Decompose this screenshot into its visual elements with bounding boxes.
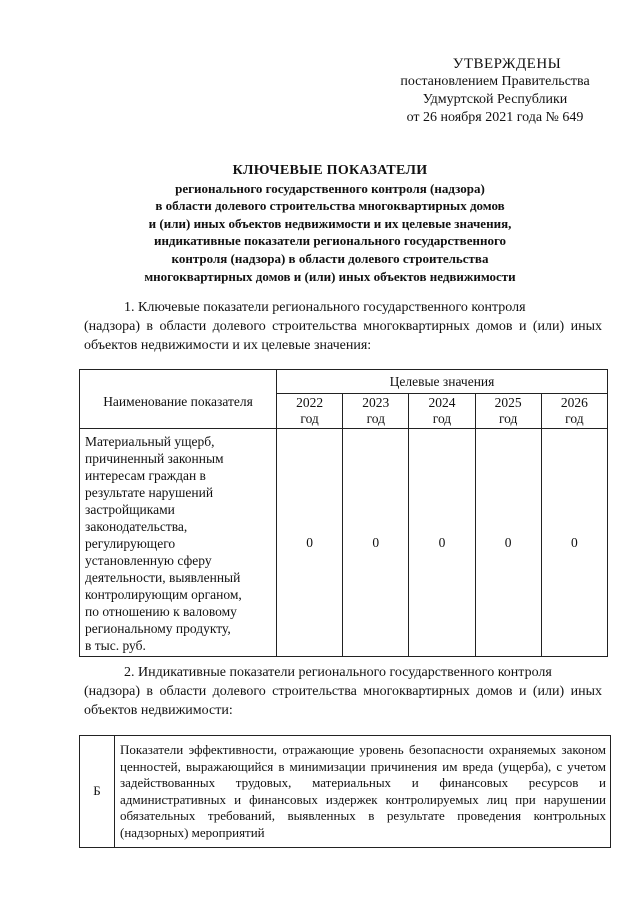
approval-block [380, 55, 610, 127]
target-value-cell: 0 [277, 429, 343, 657]
row-label: Б [80, 736, 115, 848]
year-header [475, 394, 541, 429]
title-line: индикативные показатели регионального государственного [153, 233, 507, 249]
indicator-name-header: Наименование показателя [80, 370, 277, 429]
table-row [80, 429, 608, 657]
title-main: КЛЮЧЕВЫЕ ПОКАЗАТЕЛИ [232, 163, 428, 178]
section-1-first-line: 1. Ключевые показатели регионального государственного контроля [124, 300, 526, 315]
section-2-rest: (надзора) в области долевого строительства многоквартирных домов и (или) иных объектов недвижимости: [84, 684, 602, 718]
year-unit: год [300, 411, 319, 426]
section-2-first-line: 2. Индикативные показатели регионального государственного контроля [124, 665, 552, 680]
indicator-line: деятельности, выявленный [85, 570, 241, 585]
target-value-cell: 0 [541, 429, 607, 657]
indicator-line: застройщиками [85, 502, 175, 517]
indicator-line: законодательства, [85, 519, 188, 534]
approval-line: Удмуртской Республики [422, 92, 568, 107]
indicator-description: Показатели эффективности, отражающие уровень безопасности охраняемых законом ценностей, выражающийся в минимизации причинения им вреда (ущерба), с учетом задействованных трудовых, материальных и финансовых ресурсов и административных и финансовых издержек контролируемых лиц при нарушении обязательных требований, выявленных в результате проведения контрольных (надзорных) мероприятий [115, 736, 611, 848]
document-title [60, 162, 600, 285]
title-line: многоквартирных домов и (или) иных объектов недвижимости [144, 268, 516, 284]
approval-heading: УТВЕРЖДЕНЫ [452, 56, 562, 72]
indicator-line: причиненный законным [85, 451, 224, 466]
year-unit: год [366, 411, 385, 426]
approval-line: постановлением Правительства [400, 74, 590, 89]
target-value-cell: 0 [343, 429, 409, 657]
indicator-line: результате нарушений [85, 485, 214, 500]
year-header [409, 394, 475, 429]
title-line: в области долевого строительства многоквартирных домов [155, 198, 505, 214]
indicator-line: по отношению к валовому [85, 604, 237, 619]
approval-line: от 26 ноября 2021 года № 649 [406, 110, 584, 125]
year-unit: год [432, 411, 452, 426]
target-value-cell: 0 [409, 429, 475, 657]
indicator-line: Материальный ущерб, [85, 434, 215, 449]
title-line: контроля (надзора) в области долевого строительства [171, 250, 489, 266]
year-header [277, 394, 343, 429]
indicator-line: в тыс. руб. [85, 638, 146, 653]
section-1-paragraph [84, 298, 602, 355]
year-value: 2023 [362, 395, 390, 410]
table-row [80, 736, 611, 848]
indicator-line: регулирующего [85, 536, 176, 551]
key-indicators-table [79, 369, 608, 657]
indicator-name-cell [80, 429, 277, 657]
year-unit: год [565, 411, 584, 426]
indicator-line: установленную сферу [85, 553, 212, 568]
target-values-header: Целевые значения [277, 370, 608, 394]
year-unit: год [498, 411, 518, 426]
year-value: 2024 [428, 395, 456, 410]
indicator-line: региональному продукту, [85, 621, 231, 636]
indicator-line: интересам граждан в [85, 468, 206, 483]
year-header [541, 394, 607, 429]
year-header [343, 394, 409, 429]
target-value-cell: 0 [475, 429, 541, 657]
title-line: регионального государственного контроля (надзора) [175, 180, 485, 196]
title-line: и (или) иных объектов недвижимости и их целевые значения, [148, 215, 512, 231]
section-1-rest: (надзора) в области долевого строительства многоквартирных домов и (или) иных объектов недвижимости и их целевые значения: [84, 319, 602, 353]
indicator-line: контролирующим органом, [85, 587, 242, 602]
indicative-indicators-table [79, 735, 611, 848]
section-2-paragraph [84, 663, 602, 720]
year-value: 2026 [560, 395, 588, 410]
year-value: 2022 [296, 395, 324, 410]
year-value: 2025 [494, 395, 522, 410]
